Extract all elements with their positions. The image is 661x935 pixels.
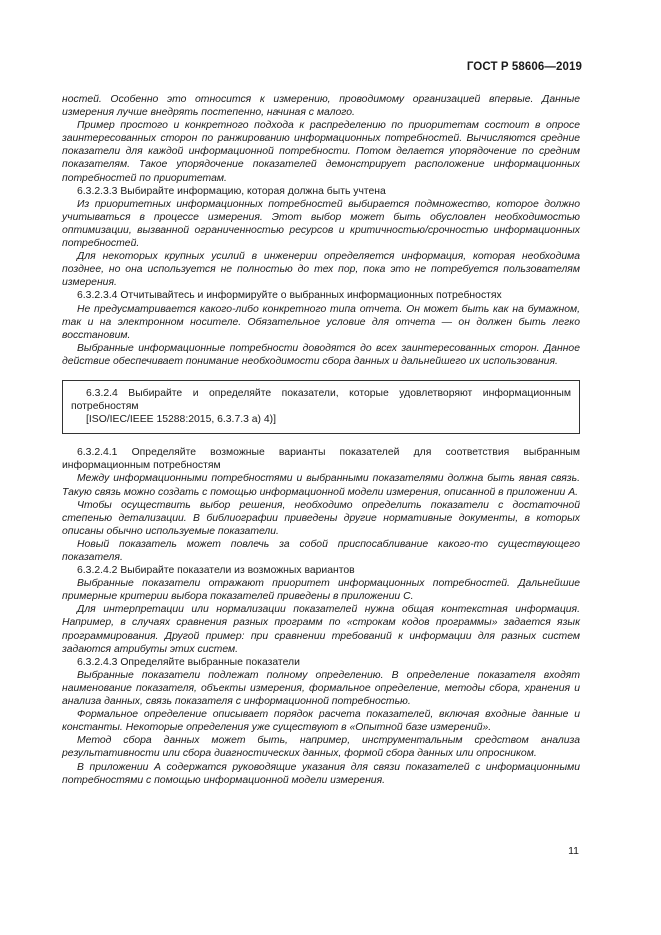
- clause-heading: 6.3.2.3.3 Выбирайте информацию, которая должна быть учтена: [77, 185, 386, 197]
- body-paragraph: Метод сбора данных может быть, например, инструментальным средством анализа результативности или сбора диагностических данных, формой сбора данных или опросником.: [62, 735, 580, 760]
- body-paragraph: ностей. Особенно это относится к измерению, проводимому организацией впервые. Данные измерения лучше внедрять постепенно, начиная с малого.: [62, 94, 580, 119]
- section-before-box: [62, 93, 580, 368]
- body-paragraph: Из приоритетных информационных потребностей выбирается подмножество, которое должно учитываться в процессе измерения. Этот выбор может быть обусловлен необходимостью оптимизации, вызванной ограниченностью ресурсов и критичностью/срочностью информационных потребностей.: [62, 198, 580, 250]
- requirement-title: 6.3.2.4 Выбирайте и определяйте показатели, которые удовлетворяют информационным потребностям: [71, 387, 571, 413]
- clause-heading: 6.3.2.3.4 Отчитывайтесь и информируйте о выбранных информационных потребностях: [77, 290, 502, 302]
- body-paragraph: Новый показатель может повлечь за собой приспосабливание какого-то существующего показателя.: [62, 538, 580, 563]
- body-paragraph: Для интерпретации или нормализации показателей нужна общая контекстная информация. Например, в случаях сравнения разных программ по «строкам кодов программы» задается язык программирования. Другой пример: при сравнении требований к информации для разных систем задаются атрибуты этих систем.: [62, 604, 580, 655]
- requirement-box: [62, 380, 580, 434]
- clause-heading: 6.3.2.4.2 Выбирайте показатели из возможных вариантов: [77, 565, 355, 577]
- body-paragraph: Не предусматривается какого-либо конкретного типа отчета. Он может быть как на бумажном, так и на электронном носителе. Обязательное условие для отчета — он должен быть легко восстановим.: [62, 303, 580, 341]
- body-paragraph: Формальное определение описывает порядок расчета показателей, включая входные данные и константы. Некоторые определения уже существуют в «Опытной базе измерений».: [62, 709, 580, 734]
- page-body: [62, 93, 580, 787]
- page-number: 11: [568, 845, 579, 857]
- body-paragraph: Выбранные показатели отражают приоритет информационных потребностей. Дальнейшие примерные критерии выбора показателей приведены в приложении С.: [62, 578, 580, 603]
- clause-heading: 6.3.2.4.1 Определяйте возможные варианты показателей для соответствия выбранным информационным потребностям: [62, 447, 580, 472]
- requirement-reference: [ISO/IEC/IEEE 15288:2015, 6.3.7.3 a) 4)]: [86, 414, 277, 426]
- document-header: ГОСТ Р 58606—2019: [466, 61, 582, 73]
- section-after-box: [62, 446, 580, 786]
- body-paragraph: В приложении А содержатся руководящие указания для связи показателей с информационными потребностями с помощью информационной модели измерения.: [62, 761, 580, 786]
- body-paragraph: Чтобы осуществить выбор решения, необходимо определить показатели с достаточной степенью детализации. В библиографии приведены другие нормативные документы, в которых описаны обычно используемые показатели.: [62, 499, 580, 537]
- body-paragraph: Выбранные информационные потребности доводятся до всех заинтересованных сторон. Данное действие обеспечивает понимание необходимости сбора данных и дальнейшего их использования.: [62, 342, 580, 367]
- body-paragraph: Для некоторых крупных усилий в инженерии определяется информация, которая необходима позднее, но она используется не полностью до тех пор, пока это не потребуется пользователям измерения.: [62, 251, 580, 289]
- body-paragraph: Между информационными потребностями и выбранными показателями должна быть явная связь. Такую связь можно создать с помощью информационной модели измерения, описанной в приложении А.: [62, 473, 580, 498]
- clause-heading: 6.3.2.4.3 Определяйте выбранные показатели: [77, 656, 300, 668]
- body-paragraph: Пример простого и конкретного подхода к распределению по приоритетам состоит в опросе заинтересованных сторон по ранжированию информационных потребностей. Вычисляются средние показатели для каждой информационной потребности. Потом делается упорядочение по средним показателям. Такое упорядочение показателей демонстрирует расположение информационных потребностей по приоритетам.: [62, 120, 580, 184]
- body-paragraph: Выбранные показатели подлежат полному определению. В определение показателя входят наименование показателя, объекты измерения, формальное определение, методы сбора, хранения и анализа данных, связь показателя с информационной потребностью.: [62, 669, 580, 708]
